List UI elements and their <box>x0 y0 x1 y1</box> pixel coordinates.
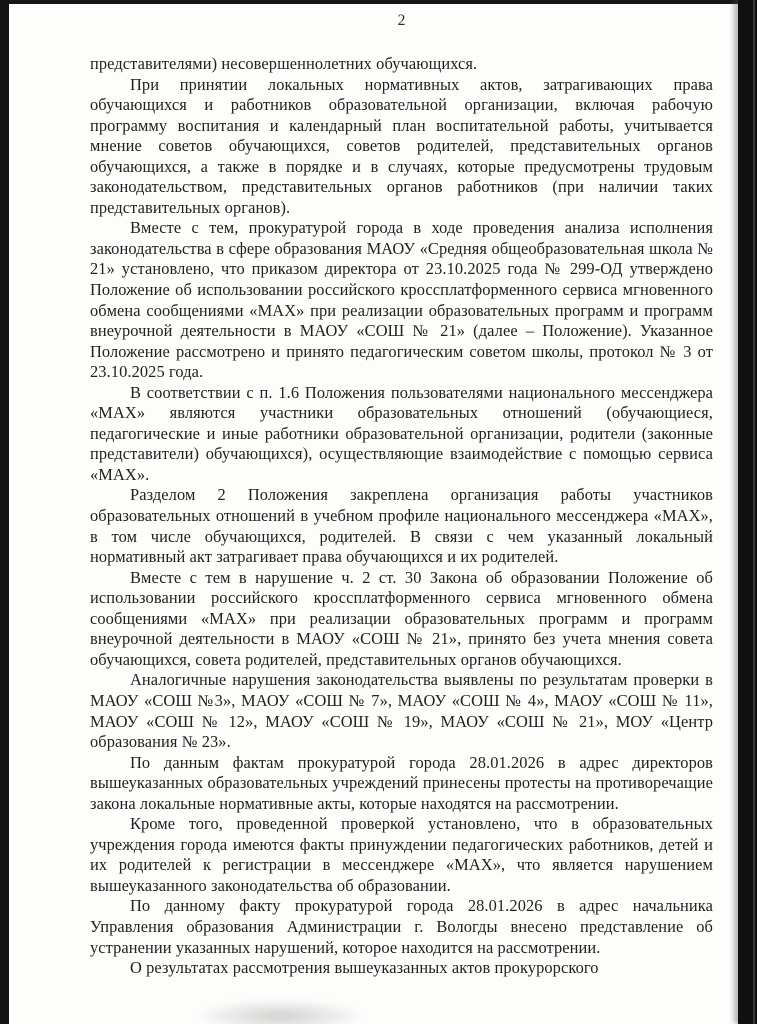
paragraph: В соответствии с п. 1.6 Положения пользователями национального мессенджера «МАХ» являются участники образовательных отношений (обучающиеся, педагогические и иные работники образовательной организации, родители (законные представители) обучающихся), осуществляющие взаимодействие с помощью сервиса «МАХ». <box>90 382 713 484</box>
page-content <box>90 12 713 979</box>
paragraph: Аналогичные нарушения законодательства выявлены по результатам проверки в МАОУ «СОШ №3», МАОУ «СОШ № 7», МАОУ «СОШ № 4», МАОУ «СОШ № 11», МАОУ «СОШ № 12», МАОУ «СОШ № 19», МАОУ «СОШ № 21», МОУ «Центр образования № 23». <box>90 670 713 752</box>
paragraph: Вместе с тем, прокуратурой города в ходе проведения анализа исполнения законодательства в сфере образования МАОУ «Средняя общеобразовательная школа № 21» установлено, что приказом директора от 23.10.2025 года № 299-ОД утверждено Положение об использовании российского кроссплатформенного сервиса мгновенного обмена сообщениями «МАХ» при реализации образовательных программ и программ внеурочной деятельности в МАОУ «СОШ № 21» (далее – Положение). Указанное Положение рассмотрено и принято педагогическим советом школы, протокол № 3 от 23.10.2025 года. <box>90 218 713 382</box>
paragraph: Кроме того, проведенной проверкой установлено, что в образовательных учреждения города имеются факты принуждении педагогических работников, детей и их родителей к регистрации в мессенджере «МАХ», что является нарушением вышеуказанного законодательства об образовании. <box>90 814 713 895</box>
paragraph: По данному факту прокуратурой города 28.01.2026 в адрес начальника Управления образования Администрации г. Вологды внесено представление об устранении указанных нарушений, которое находится на рассмотрении. <box>90 896 713 957</box>
paragraph-continuation: представителями) несовершеннолетних обучающихся. <box>90 54 478 73</box>
scan-border-right <box>738 0 757 1024</box>
paragraph: Разделом 2 Положения закреплена организация работы участников образовательных отношений в учебном профиле национального мессенджера «МАХ», в том числе обучающихся, родителей. В связи с чем указанный локальный нормативный акт затрагивает права обучающихся и их родителей. <box>90 485 713 567</box>
scan-border-left <box>0 0 9 1024</box>
page-number: 2 <box>397 12 406 29</box>
scan-smudge <box>205 1002 355 1024</box>
scan-border-top <box>0 0 757 4</box>
paragraph: По данным фактам прокуратурой города 28.01.2026 в адрес директоров вышеуказанных образовательных учреждений принесены протесты на противоречащие закона локальные нормативные акты, которые находятся на рассмотрении. <box>90 752 713 813</box>
paragraph-truncated: О результатах рассмотрения вышеуказанных актов прокурорского <box>130 958 599 978</box>
paragraph: Вместе с тем в нарушение ч. 2 ст. 30 Закона об образовании Положение об использовании российского кроссплатформенного сервиса мгновенного обмена сообщениями «МАХ» при реализации образовательных программ и программ внеурочной деятельности в МАОУ «СОШ № 21», принято без учета мнения совета обучающихся, совета родителей, представительных органов обучающихся. <box>90 567 713 669</box>
paragraph: При принятии локальных нормативных актов, затрагивающих права обучающихся и работников образовательной организации, включая рабочую программу воспитания и календарный план воспитательной работы, учитывается мнение советов обучающихся, советов родителей, представительных органов обучающихся, а также в порядке и в случаях, которые предусмотрены трудовым законодательством, представительных органов работников (при наличии таких представительных органов). <box>90 74 713 217</box>
